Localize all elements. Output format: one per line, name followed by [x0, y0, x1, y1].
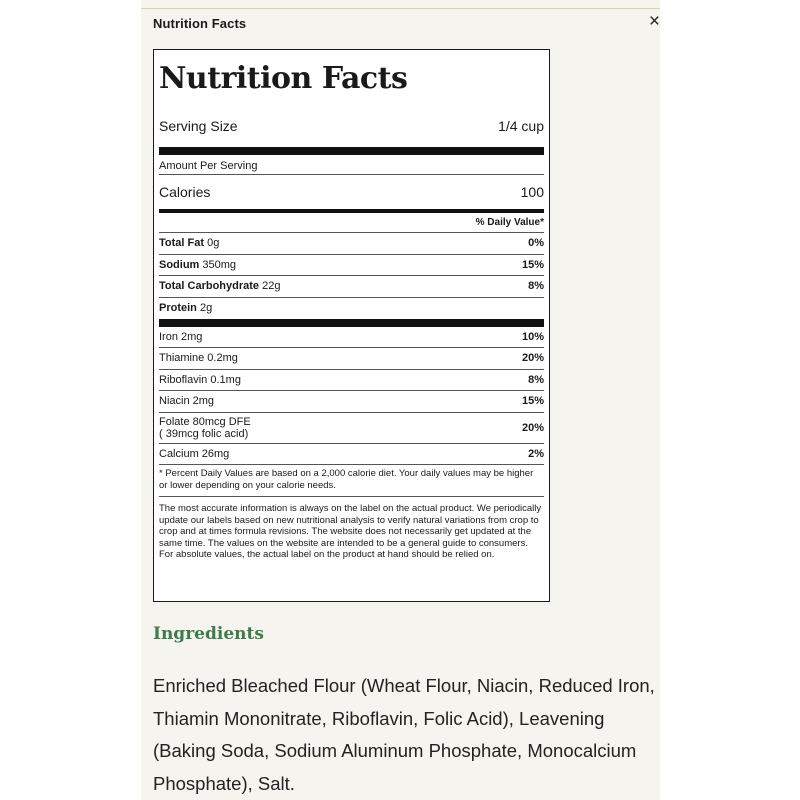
vitamin-name: Calcium 26mg: [159, 447, 230, 460]
nutrient-dv: 0%: [528, 237, 544, 250]
nutrient-row: [159, 298, 544, 319]
vitamin-name: Thiamine 0.2mg: [159, 352, 238, 365]
calories-value: 100: [520, 184, 544, 200]
nutrient-name: Protein 2g: [159, 302, 213, 314]
daily-value-footnote: * Percent Daily Values are based on a 2,000 calorie diet. Your daily values may be higher or lower depending on your calorie needs.: [159, 465, 544, 497]
amount-per-serving-label: Amount Per Serving: [159, 159, 258, 172]
thick-divider: [159, 319, 544, 327]
amount-per-serving: [159, 155, 544, 175]
vitamin-name: Folate 80mcg DFE ( 39mcg folic acid): [159, 415, 251, 440]
vitamin-dv: 2%: [528, 447, 544, 460]
nutrient-dv: 8%: [528, 280, 544, 293]
vitamin-dv: 15%: [521, 395, 544, 408]
vitamin-row: [159, 370, 544, 392]
nutrient-row: [159, 255, 544, 277]
daily-value-header-text: % Daily Value*: [475, 217, 544, 228]
vitamin-dv: 20%: [521, 421, 544, 434]
vitamin-row: [159, 348, 544, 370]
nutrient-row: [159, 233, 544, 255]
vitamin-row: [159, 327, 544, 349]
vitamin-dv: 10%: [521, 330, 544, 343]
serving-size-value: 1/4 cup: [498, 118, 544, 134]
vitamin-name: Iron 2mg: [159, 330, 203, 343]
vitamin-name: Riboflavin 0.1mg: [159, 373, 241, 386]
serving-size-row: [159, 99, 544, 147]
calories-row: [159, 175, 544, 213]
vitamin-dv: 20%: [521, 352, 544, 365]
nutrient-name: Total Fat 0g: [159, 237, 220, 250]
vitamin-row: [159, 391, 544, 413]
thick-divider: [159, 147, 544, 155]
label-heading: Nutrition Facts: [159, 61, 408, 96]
nutrient-name: Total Carbohydrate 22g: [159, 280, 281, 293]
ingredients-text: Enriched Bleached Flour (Wheat Flour, Niacin, Reduced Iron, Thiamin Mononitrate, Riboflavin, Folic Acid), Leavening (Baking Soda, Sodium Aluminum Phosphate, Monocalcium Phosphate), Salt.: [153, 675, 655, 794]
vitamin-dv: 8%: [528, 373, 544, 386]
nutrient-name: Sodium 350mg: [159, 258, 237, 271]
ingredients-title: Ingredients: [153, 624, 264, 644]
daily-value-header: [159, 213, 544, 233]
panel-divider: [141, 8, 660, 9]
close-icon[interactable]: ×: [648, 11, 660, 32]
calories-label: Calories: [159, 184, 211, 200]
nutrient-dv: 15%: [521, 258, 544, 271]
nutrition-label: [153, 49, 550, 602]
vitamin-name: Niacin 2mg: [159, 395, 215, 408]
label-disclaimer: The most accurate information is always on the label on the actual product. We periodically update our labels based on new nutritional analysis to verify natural variations from crop to crop and at times formula revisions. The website does not necessarily get updated at the same time. The values on the website are intended to be a general guide to consumers. For absolute values, the actual label on the product at hand should be relied on.: [159, 503, 542, 560]
panel-title: Nutrition Facts: [153, 16, 247, 31]
nutrient-row: [159, 276, 544, 298]
vitamin-row: [159, 413, 544, 444]
serving-size-label: Serving Size: [159, 118, 238, 134]
panel-header: [153, 11, 660, 34]
vitamin-row: [159, 444, 544, 466]
